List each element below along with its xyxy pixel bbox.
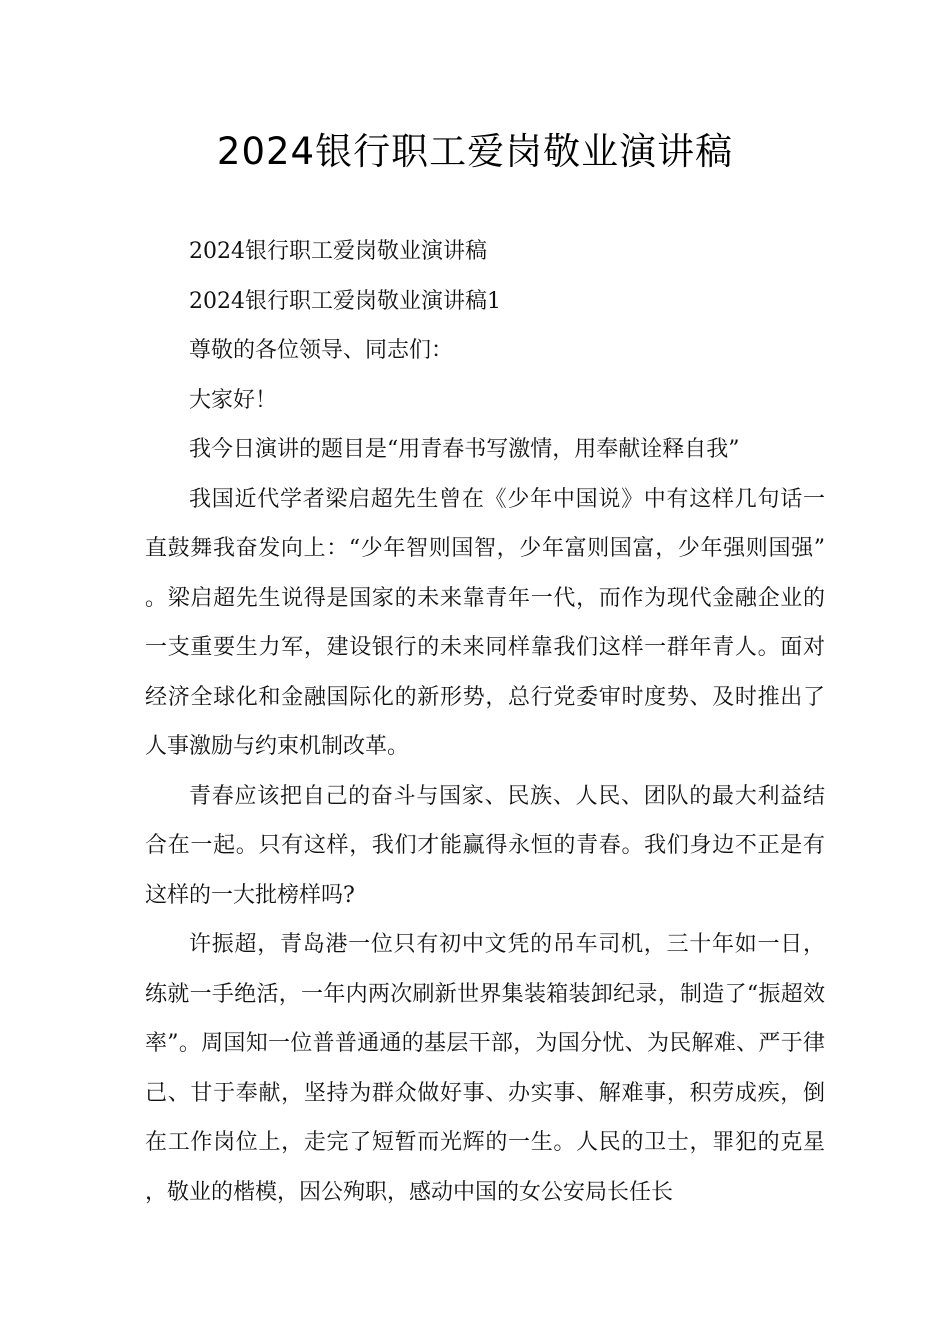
paragraph-greeting: 大家好！ (189, 387, 278, 413)
paragraph-heading: 2024银行职工爱岗敬业演讲稿 (189, 239, 487, 264)
paragraph-salutation: 尊敬的各位领导、同志们： (189, 338, 454, 363)
paragraph-youth: 青春应该把自己的奋斗与国家、民族、人民、团队的最大利益结合在一起。只有这样，我们才能赢得永恒的青春。我们身边不正是有这样的一大批榜样吗? (145, 783, 825, 908)
document-body (145, 227, 825, 1217)
paragraph-subheading: 2024银行职工爱岗敬业演讲稿1 (189, 288, 501, 314)
document-title: 2024银行职工爱岗敬业演讲稿 (216, 130, 734, 173)
paragraph-role-models: 许振超，青岛港一位只有初中文凭的吊车司机，三十年如一日，练就一手绝活，一年内两次刷新世界集装箱装卸纪录，制造了“振超效率”。周国知一位普普通通的基层干部，为国分忧、为民解难、严于律己、甘于奉献，坚持为群众做好事、办实事、解难事，积劳成疾，倒在工作岗位上，走完了短暂而光辉的一生。人民的卫士，罪犯的克星，敬业的楷模，因公殉职，感动中国的女公安局长任长 (145, 932, 825, 1205)
paragraph-topic: 我今日演讲的题目是“用青春书写激情，用奉献诠释自我” (189, 437, 740, 462)
paragraph-liang-qichao: 我国近代学者梁启超先生曾在《少年中国说》中有这样几句话一直鼓舞我奋发向上：“少年智则国智，少年富则国富，少年强则国强”。梁启超先生说得是国家的未来靠青年一代，而作为现代金融企业的一支重要生力军，建设银行的未来同样靠我们这样一群年青人。面对经济全球化和金融国际化的新形势，总行党委审时度势、及时推出了人事激励与约束机制改革。 (145, 486, 825, 759)
